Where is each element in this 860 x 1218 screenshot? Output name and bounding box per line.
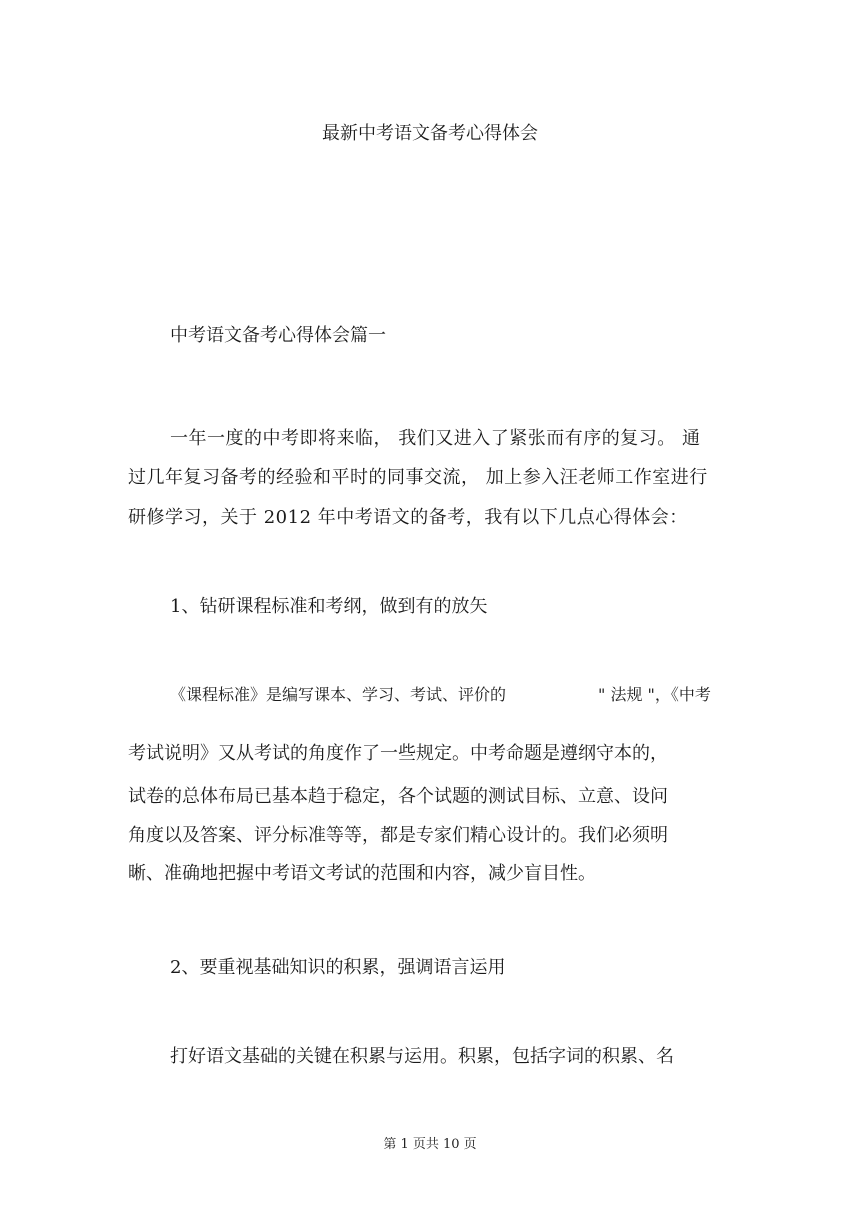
section-1-paragraph-line: 角度以及答案、评分标准等等，都是专家们精心设计的。我们必须明 <box>128 825 668 846</box>
page-footer: 第 1 页共 10 页 <box>383 1137 477 1152</box>
intro-paragraph-line: 研修学习，关于 2012 年中考语文的备考，我有以下几点心得体会： <box>128 507 688 528</box>
intro-paragraph-line: 过几年复习备考的经验和平时的同事交流， 加上参入汪老师工作室进行 <box>128 467 708 488</box>
section-1-paragraph-line: 晰、准确地把握中考语文考试的范围和内容，减少盲目性。 <box>128 863 596 884</box>
section-subheading: 中考语文备考心得体会篇一 <box>170 325 386 346</box>
section-2-heading: 2、要重视基础知识的积累，强调语言运用 <box>170 957 506 978</box>
section-1-heading: 1、钻研课程标准和考纲，做到有的放矢 <box>170 596 488 617</box>
section-2-paragraph-line: 打好语文基础的关键在积累与运用。积累，包括字词的积累、名 <box>170 1046 674 1067</box>
document-title: 最新中考语文备考心得体会 <box>322 123 538 144</box>
intro-paragraph-line: 一年一度的中考即将来临， 我们又进入了紧张而有序的复习。 通 <box>170 428 701 449</box>
section-1-paragraph-line: " 法规 "，《中考 <box>598 685 711 704</box>
section-1-paragraph-line: 试卷的总体布局已基本趋于稳定，各个试题的测试目标、立意、设问 <box>128 786 668 807</box>
section-1-paragraph-line: 《课程标准》是编写课本、学习、考试、评价的 <box>170 685 507 704</box>
section-1-paragraph-line: 考试说明》又从考试的角度作了一些规定。中考命题是遵纲守本的， <box>128 743 668 764</box>
